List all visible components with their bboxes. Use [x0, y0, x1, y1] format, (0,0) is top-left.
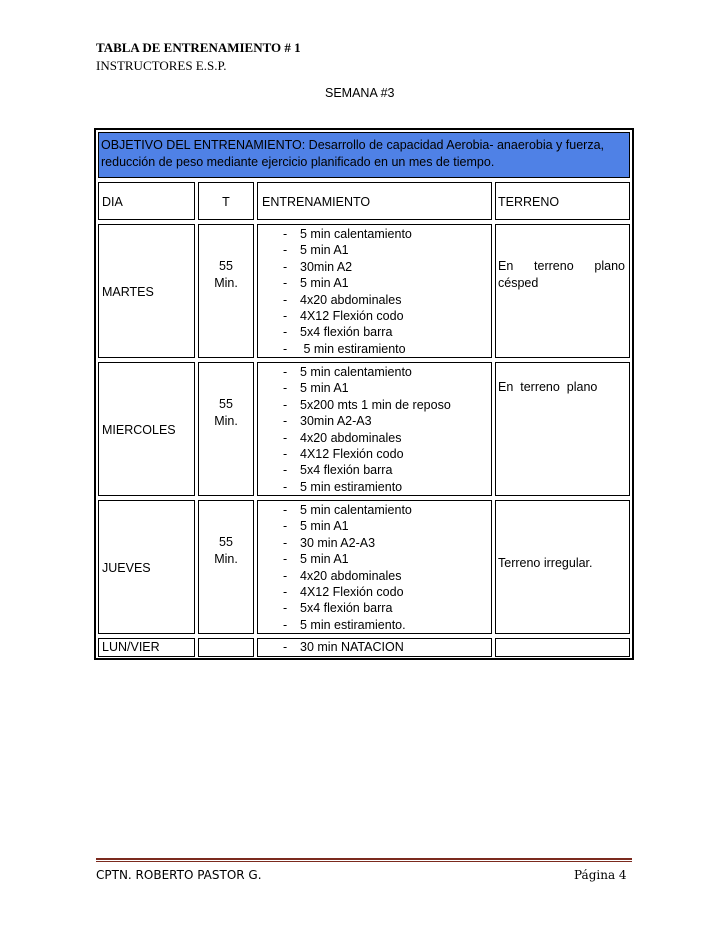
- terrain-cell: [495, 638, 630, 657]
- table-row: [98, 224, 630, 358]
- column-header-entrenamiento: ENTRENAMIENTO: [257, 182, 492, 220]
- list-item: - 5 min calentamiento: [283, 365, 412, 379]
- column-header-terreno: TERRENO: [495, 182, 630, 220]
- training-table: [94, 128, 634, 660]
- list-item: - 5 min A1: [283, 519, 349, 534]
- time-value: 55: [219, 259, 233, 273]
- terrain-cell: [495, 224, 630, 358]
- list-bullet: -: [283, 584, 288, 599]
- list-item: - 5x4 flexión barra: [283, 601, 393, 616]
- column-header-dia: DIA: [98, 182, 195, 220]
- list-item: - 5x200 mts 1 min de reposo: [283, 397, 451, 412]
- terrain-cell: [495, 500, 630, 634]
- list-bullet: -: [283, 617, 288, 632]
- list-item: - 30min A2-A3: [283, 414, 372, 429]
- document-title: TABLA DE ENTRENAMIENTO # 1: [96, 40, 301, 55]
- list-item: - 4X12 Flexión codo: [283, 446, 404, 461]
- list-item: - 4x20 abdominales: [283, 430, 402, 445]
- list-item: - 5 min A1: [283, 276, 349, 291]
- day-label: MARTES: [102, 285, 154, 299]
- time-unit: Min.: [214, 414, 238, 428]
- list-item: - 5x4 flexión barra: [283, 325, 393, 340]
- table-row: [98, 362, 630, 496]
- table-row: [98, 500, 630, 634]
- time-unit: Min.: [214, 276, 238, 290]
- time-cell: [198, 638, 254, 657]
- day-cell: [98, 224, 195, 358]
- training-cell: [257, 224, 492, 358]
- time-cell: [198, 362, 254, 496]
- list-item: - 30min A2: [283, 259, 353, 274]
- list-bullet: -: [283, 276, 288, 291]
- objective-cell: OBJETIVO DEL ENTRENAMIENTO: Desarrollo de capacidad Aerobia- anaerobia y fuerza, reducción de peso mediante ejercicio planificado en un mes de tiempo.: [98, 132, 630, 178]
- list-bullet: -: [283, 568, 288, 583]
- time-cell: [198, 500, 254, 634]
- list-bullet: -: [283, 503, 288, 517]
- terrain-text: Terreno irregular.: [498, 556, 593, 570]
- list-item: - 4x20 abdominales: [283, 292, 402, 307]
- list-bullet: -: [283, 479, 288, 494]
- list-item: - 4X12 Flexión codo: [283, 308, 404, 323]
- list-bullet: -: [283, 640, 288, 654]
- list-bullet: -: [283, 446, 288, 461]
- list-bullet: -: [283, 463, 288, 478]
- day-cell: [98, 500, 195, 634]
- table-header-row: [98, 182, 630, 220]
- list-bullet: -: [283, 397, 288, 412]
- list-bullet: -: [283, 430, 288, 445]
- list-item: - 4X12 Flexión codo: [283, 584, 404, 599]
- list-item: - 30 min NATACION: [283, 640, 404, 654]
- list-bullet: -: [283, 292, 288, 307]
- list-bullet: -: [283, 519, 288, 534]
- table-row: [98, 638, 630, 657]
- time-value: 55: [219, 535, 233, 549]
- document-subtitle: INSTRUCTORES E.S.P.: [96, 58, 227, 73]
- day-label: LUN/VIER: [102, 640, 160, 654]
- page-number: Página 4: [574, 868, 627, 882]
- list-bullet: -: [283, 414, 288, 429]
- footer-author: CPTN. ROBERTO PASTOR G.: [96, 868, 262, 882]
- footer-rule-thin: [96, 861, 632, 862]
- time-cell: [198, 224, 254, 358]
- list-item: - 5 min estiramiento: [283, 479, 403, 494]
- terrain-cell: [495, 362, 630, 496]
- list-item: - 30 min A2-A3: [283, 535, 376, 550]
- terrain-text: En terreno plano césped: [498, 259, 625, 290]
- footer-rule: [96, 858, 632, 860]
- time-unit: Min.: [214, 552, 238, 566]
- column-header-t: T: [198, 182, 254, 220]
- day-cell: [98, 362, 195, 496]
- list-item: - 5 min calentamiento: [283, 503, 412, 517]
- day-label: JUEVES: [102, 561, 151, 575]
- list-item: - 5 min A1: [283, 381, 349, 396]
- training-cell: [257, 362, 492, 496]
- list-bullet: -: [283, 341, 288, 356]
- list-bullet: -: [283, 535, 288, 550]
- list-bullet: -: [283, 325, 288, 340]
- training-cell: [257, 500, 492, 634]
- training-cell: [257, 638, 492, 657]
- terrain-text: En terreno plano: [498, 380, 598, 394]
- list-bullet: -: [283, 259, 288, 274]
- time-value: 55: [219, 397, 233, 411]
- list-bullet: -: [283, 552, 288, 567]
- list-item: - 5 min A1: [283, 243, 349, 258]
- list-bullet: -: [283, 243, 288, 258]
- day-cell: [98, 638, 195, 657]
- list-item: - 5x4 flexión barra: [283, 463, 393, 478]
- list-bullet: -: [283, 308, 288, 323]
- list-bullet: -: [283, 227, 288, 241]
- list-item: - 5 min estiramiento.: [283, 617, 406, 632]
- list-item: - 4x20 abdominales: [283, 568, 402, 583]
- day-label: MIERCOLES: [102, 423, 176, 437]
- list-item: - 5 min A1: [283, 552, 349, 567]
- list-bullet: -: [283, 601, 288, 616]
- list-bullet: -: [283, 365, 288, 379]
- list-item: - 5 min estiramiento: [283, 341, 406, 356]
- list-item: - 5 min calentamiento: [283, 227, 412, 241]
- week-label: SEMANA #3: [325, 86, 395, 100]
- list-bullet: -: [283, 381, 288, 396]
